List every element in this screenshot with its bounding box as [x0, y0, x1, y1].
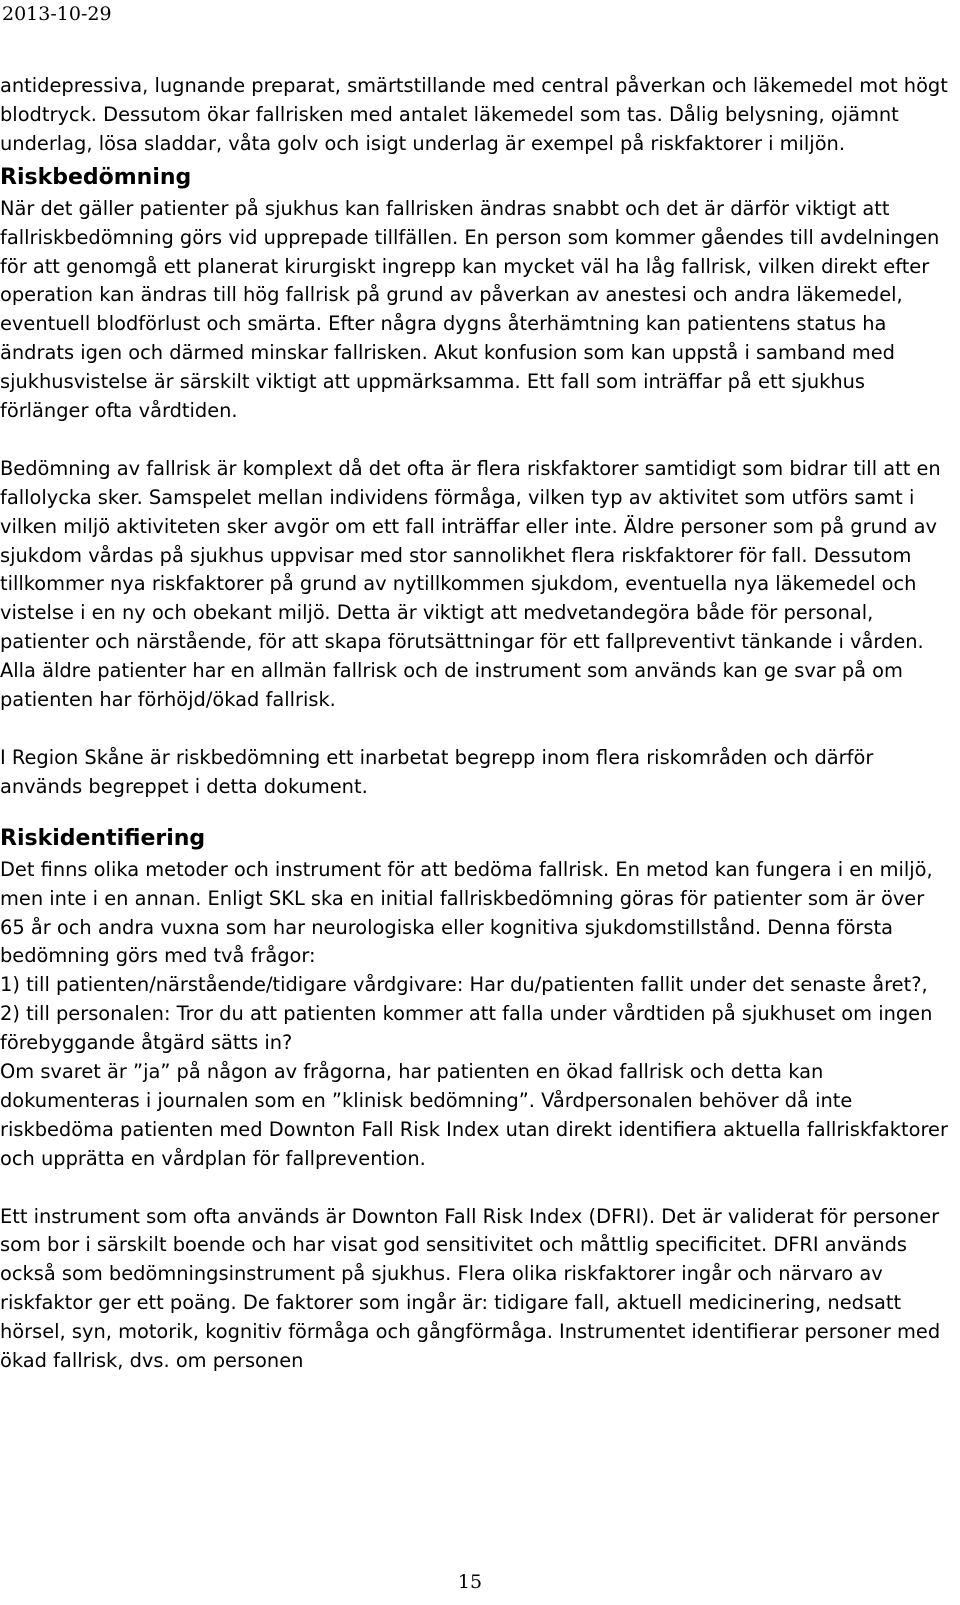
riskidentifiering-line-1: Det finns olika metoder och instrument för att bedöma fallrisk. En metod kan fungera i en miljö, men inte i en annan. Enligt SKL ska en initial fallriskbedömning göras för patienter som är över 65 år och andra vuxna som har neurologiska eller kognitiva sjukdomstillstånd. Denna första bedömning görs med två frågor:	[0, 857, 933, 968]
riskbedomning-paragraph-2: Bedömning av fallrisk är komplext då det ofta är flera riskfaktorer samtidigt som bidrar till att en fallolycka sker. Samspelet mellan individens förmåga, vilken typ av aktivitet som utförs samt i vilken miljö aktiviteten sker avgör om ett fall inträffar eller inte. Äldre personer som på grund av sjukdom vårdas på sjukhus uppvisar med stor sannolikhet flera riskfaktorer för fall. Dessutom tillkommer nya riskfaktorer på grund av nytillkommen sjukdom, eventuella nya läkemedel och vistelse i en ny och obekant miljö. Detta är viktigt att medvetandegöra både för personal, patienter och närstående, för att skapa förutsättningar för ett fallpreventivt tänkande i vården. Alla äldre patienter har en allmän fallrisk och de instrument som används kan ge svar på om patienten har förhöjd/ökad fallrisk.	[0, 456, 941, 712]
document-body	[0, 72, 948, 1376]
riskidentifiering-final-paragraph: Ett instrument som ofta används är Downton Fall Risk Index (DFRI). Det är validerat för personer som bor i särskilt boende och har visat god sensitivitet och måttlig specificitet. DFRI används också som bedömningsinstrument på sjukhus. Flera olika riskfaktorer ingår och närvaro av riskfaktor ger ett poäng. De faktorer som ingår är: tidigare fall, aktuell medicinering, nedsatt hörsel, syn, motorik, kognitiv förmåga och gångförmåga. Instrumentet identifierar personer med ökad fallrisk, dvs. om personen	[0, 1204, 941, 1373]
heading-riskbedomning: Riskbedömning	[0, 164, 192, 190]
intro-paragraph: antidepressiva, lugnande preparat, smärtstillande med central påverkan och läkemedel mot högt blodtryck. Dessutom ökar fallrisken med antalet läkemedel som tas. Dålig belysning, ojämnt underlag, lösa sladdar, våta golv och isigt underlag är exempel på riskfaktorer i miljön.	[0, 74, 948, 155]
heading-riskidentifiering: Riskidentifiering	[0, 825, 206, 851]
header-date: 2013-10-29	[2, 3, 112, 25]
riskbedomning-paragraph-3: I Region Skåne är riskbedömning ett inarbetat begrepp inom flera riskområden och därför används begreppet i detta dokument.	[0, 745, 874, 798]
page-number: 15	[457, 1571, 483, 1593]
riskidentifiering-question-1: 1) till patienten/närstående/tidigare vårdgivare: Har du/patienten fallit under det senaste året?,	[0, 973, 928, 997]
riskidentifiering-question-2: 2) till personalen: Tror du att patienten kommer att falla under vårdtiden på sjukhuset om ingen förebyggande åtgärd sätts in?	[0, 1002, 933, 1055]
riskidentifiering-line-4: Om svaret är ”ja” på någon av frågorna, har patienten en ökad fallrisk och detta kan dokumenteras i journalen som en ”klinisk bedömning”. Vårdpersonalen behöver då inte riskbedöma patienten med Downton Fall Risk Index utan direkt identifiera aktuella fallriskfaktorer och upprätta en vårdplan för fallprevention.	[0, 1060, 948, 1170]
riskbedomning-paragraph-1: När det gäller patienter på sjukhus kan fallrisken ändras snabbt och det är därför viktigt att fallriskbedömning görs vid upprepade tillfällen. En person som kommer gåendes till avdelningen för att genomgå ett planerat kirurgiskt ingrepp kan mycket väl ha låg fallrisk, vilken direkt efter operation kan ändras till hög fallrisk på grund av påverkan av anestesi och andra läkemedel, eventuell blodförlust och smärta. Efter några dygns återhämtning kan patientens status ha ändrats igen och därmed minskar fallrisken. Akut konfusion som kan uppstå i samband med sjukhusvistelse är särskilt viktigt att uppmärksamma. Ett fall som inträffar på ett sjukhus förlänger ofta vårdtiden.	[0, 196, 940, 423]
